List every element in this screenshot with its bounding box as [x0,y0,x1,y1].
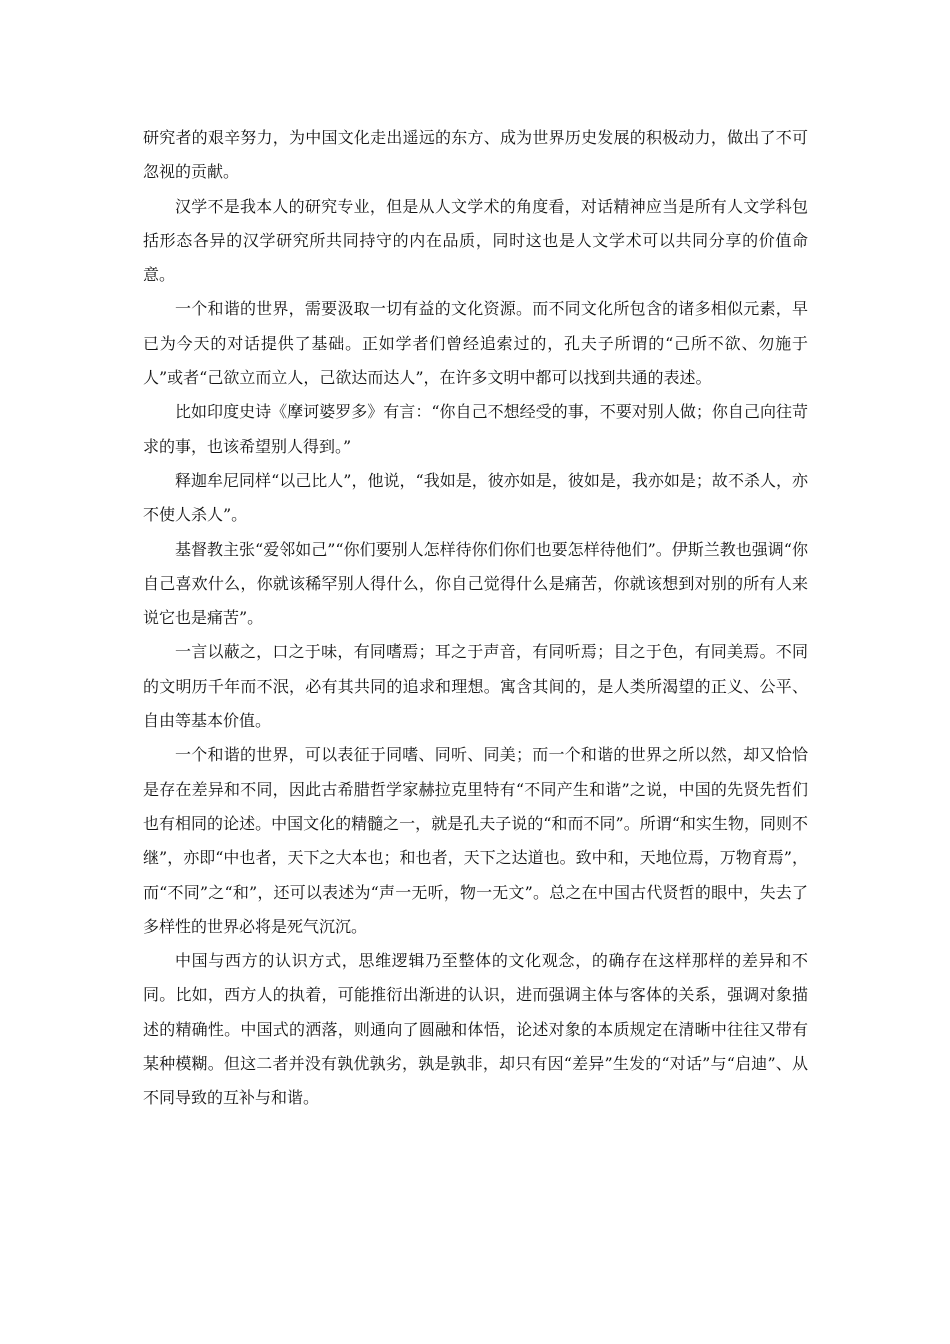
paragraph-3: 一个和谐的世界，需要汲取一切有益的文化资源。而不同文化所包含的诸多相似元素，早已为今天的对话提供了基础。正如学者们曾经追索过的，孔夫子所谓的“己所不欲、勿施于人”或者“己欲立而立人，己欲达而达人”，在许多文明中都可以找到共通的表述。 [143,299,808,388]
paragraph-5: 释迦牟尼同样“以己比人”，他说，“我如是，彼亦如是，彼如是，我亦如是；故不杀人，亦不使人杀人”。 [143,470,808,525]
paragraph-7: 一言以蔽之，口之于味，有同嗜焉；耳之于声音，有同听焉；目之于色，有同美焉。不同的文明历千年而不泯，必有其共同的追求和理想。寓含其间的，是人类所渴望的正义、公平、自由等基本价值。 [143,642,808,731]
paragraph-6: 基督教主张“爱邻如己”“你们要别人怎样待你们你们也要怎样待他们”。伊斯兰教也强调“你自己喜欢什么，你就该稀罕别人得什么，你自己觉得什么是痛苦，你就该想到对别的所有人来说它也是痛苦”。 [143,539,808,628]
document-body [143,121,808,1116]
paragraph-1: 研究者的艰辛努力，为中国文化走出遥远的东方、成为世界历史发展的积极动力，做出了不可忽视的贡献。 [143,128,808,182]
paragraph-9: 中国与西方的认识方式，思维逻辑乃至整体的文化观念，的确存在这样那样的差异和不同。比如，西方人的执着，可能推衍出渐进的认识，进而强调主体与客体的关系，强调对象描述的精确性。中国式的洒落，则通向了圆融和体悟，论述对象的本质规定在清晰中往往又带有某种模糊。但这二者并没有孰优孰劣，孰是孰非，却只有因“差异”生发的“对话”与“启迪”、从不同导致的互补与和谐。 [143,951,808,1108]
paragraph-4: 比如印度史诗《摩诃婆罗多》有言：“你自己不想经受的事，不要对别人做；你自己向往苛求的事，也该希望别人得到。” [143,402,808,456]
paragraph-2: 汉学不是我本人的研究专业，但是从人文学术的角度看，对话精神应当是所有人文学科包括形态各异的汉学研究所共同持守的内在品质，同时这也是人文学术可以共同分享的价值命意。 [143,196,808,285]
paragraph-8: 一个和谐的世界，可以表征于同嗜、同听、同美；而一个和谐的世界之所以然，却又恰恰是存在差异和不同，因此古希腊哲学家赫拉克里特有“不同产生和谐”之说，中国的先贤先哲们也有相同的论述。中国文化的精髓之一，就是孔夫子说的“和而不同”。所谓“和实生物，同则不继”，亦即“中也者，天下之大本也；和也者，天下之达道也。致中和，天地位焉，万物育焉”，而“不同”之“和”，还可以表述为“声一无听，物一无文”。总之在中国古代贤哲的眼中，失去了多样性的世界必将是死气沉沉。 [143,745,808,936]
